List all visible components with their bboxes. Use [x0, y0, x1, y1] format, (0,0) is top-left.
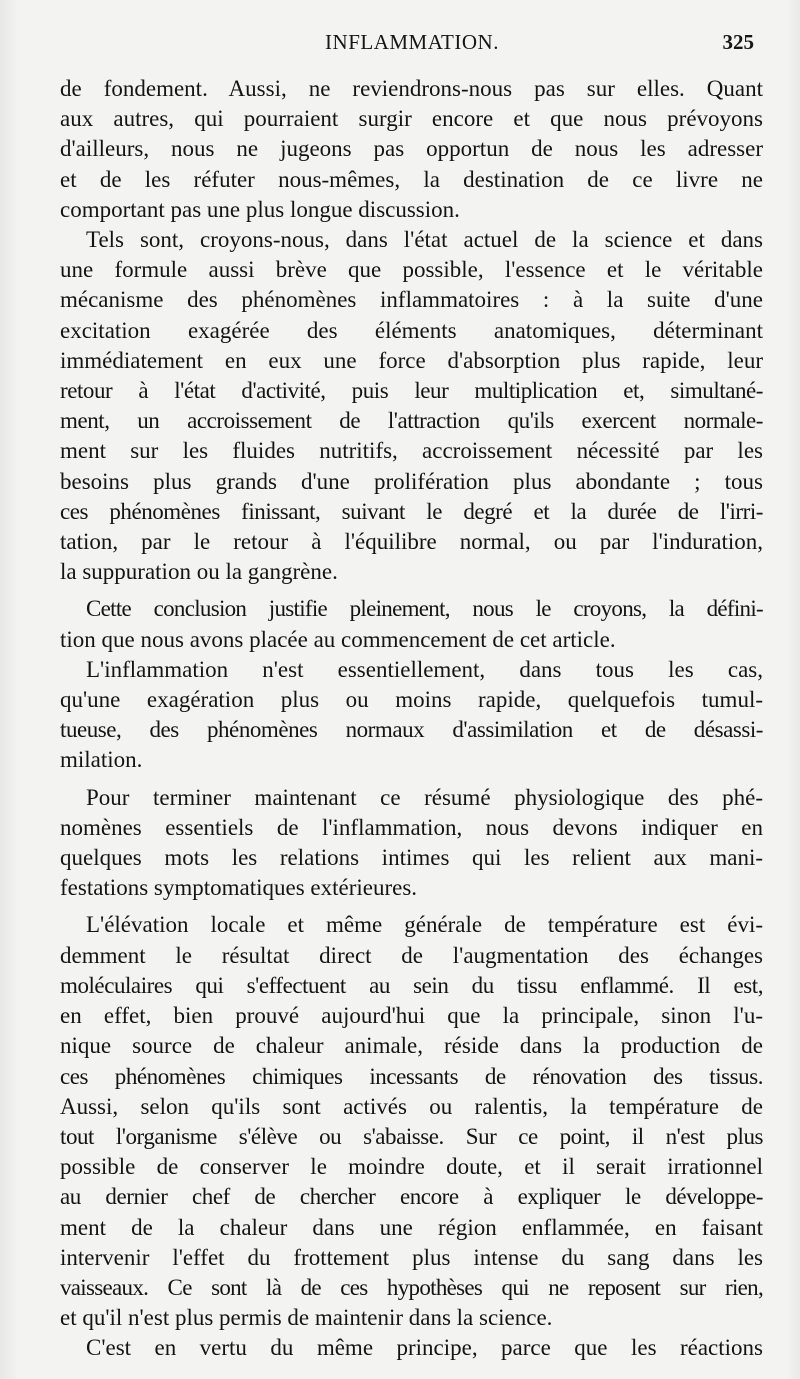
text-line: L'inflammation n'est essentiellement, dans tous les cas,	[86, 656, 763, 682]
text-line: quelques mots les relations intimes qui les relient aux mani-	[60, 845, 763, 871]
text-line: nique source de chaleur animale, réside dans la production de	[60, 1033, 763, 1059]
running-title: INFLAMMATION.	[325, 30, 499, 54]
text-line: mécanisme des phénomènes inflammatoires : à la suite d'une	[60, 287, 763, 313]
text-line: d'ailleurs, nous ne jugeons pas opportun de nous les adresser	[60, 136, 763, 162]
text-line: une formule aussi brève que possible, l'essence et le véritable	[60, 257, 763, 283]
text-line: retour à l'état d'activité, puis leur multiplication et, simultané-	[60, 378, 763, 404]
text-line: C'est en vertu du même principe, parce que les réactions	[86, 1335, 763, 1361]
text-line: de fondement. Aussi, ne reviendrons-nous pas sur elles. Quant	[60, 76, 763, 101]
paragraph-1	[60, 74, 763, 225]
text-line: ces phénomènes finissant, suivant le degré et la durée de l'irri-	[60, 498, 763, 524]
text-line: Cette conclusion justifie pleinement, nous le croyons, la défini-	[86, 596, 763, 622]
text-line: qu'une exagération plus ou moins rapide, quelquefois tumul-	[60, 687, 763, 713]
text-line: moléculaires qui s'effectuent au sein du tissu enflammé. Il est,	[60, 972, 763, 998]
text-line: intervenir l'effet du frottement plus intense du sang dans les	[60, 1244, 763, 1270]
text-line: L'élévation locale et même générale de température est évi-	[86, 912, 763, 938]
text-line: tout l'organisme s'élève ou s'abaisse. Sur ce point, il n'est plus	[60, 1123, 763, 1149]
text-line: milation.	[60, 747, 143, 773]
paragraph-2	[60, 225, 763, 587]
body-text	[60, 74, 763, 1364]
text-line: aux autres, qui pourraient surgir encore et que nous prévoyons	[60, 106, 763, 132]
text-line: Aussi, selon qu'ils sont activés ou ralentis, la température de	[60, 1093, 763, 1119]
text-line: et de les réfuter nous-mêmes, la destination de ce livre ne	[60, 166, 763, 192]
paragraph-6	[60, 910, 763, 1333]
text-line: nomènes essentiels de l'inflammation, nous devons indiquer en	[60, 814, 763, 840]
text-line: Tels sont, croyons-nous, dans l'état actuel de la science et dans	[86, 227, 763, 253]
text-line: ces phénomènes chimiques incessants de rénovation des tissus.	[60, 1063, 763, 1089]
page-header	[62, 30, 762, 62]
text-line: excitation exagérée des éléments anatomiques, déterminant	[60, 317, 763, 343]
paragraph-5	[60, 783, 763, 904]
text-line: en effet, bien prouvé aujourd'hui que la principale, sinon l'u-	[60, 1003, 763, 1029]
text-line: vaisseaux. Ce sont là de ces hypothèses qui ne reposent sur rien,	[60, 1274, 763, 1300]
text-line: au dernier chef de chercher encore à expliquer le développe-	[60, 1184, 763, 1210]
text-line: comportant pas une plus longue discussion.	[60, 196, 460, 222]
page-number: 325	[722, 30, 754, 54]
text-line: Pour terminer maintenant ce résumé physiologique des phé-	[86, 784, 763, 810]
text-line: demment le résultat direct de l'augmentation des échanges	[60, 942, 763, 968]
text-line: tion que nous avons placée au commencement de cet article.	[60, 626, 616, 652]
text-line: et qu'il n'est plus permis de maintenir dans la science.	[60, 1305, 553, 1331]
text-line: ment de la chaleur dans une région enflammée, en faisant	[60, 1214, 763, 1240]
text-line: besoins plus grands d'une prolifération plus abondante ; tous	[60, 468, 763, 494]
paragraph-4	[60, 655, 763, 776]
paragraph-3	[60, 594, 763, 654]
text-line: la suppuration ou la gangrène.	[60, 559, 338, 585]
text-line: tation, par le retour à l'équilibre normal, ou par l'induration,	[60, 529, 763, 555]
paragraph-7	[60, 1333, 763, 1363]
text-line: possible de conserver le moindre doute, et il serait irrationnel	[60, 1154, 763, 1180]
text-line: immédiatement en eux une force d'absorption plus rapide, leur	[60, 347, 763, 373]
text-line: ment sur les fluides nutritifs, accroissement nécessité par les	[60, 438, 763, 464]
text-line: ment, un accroissement de l'attraction qu'ils exercent normale-	[60, 408, 763, 434]
text-line: festations symptomatiques extérieures.	[60, 875, 418, 901]
text-line: tueuse, des phénomènes normaux d'assimilation et de désassi-	[60, 717, 763, 743]
